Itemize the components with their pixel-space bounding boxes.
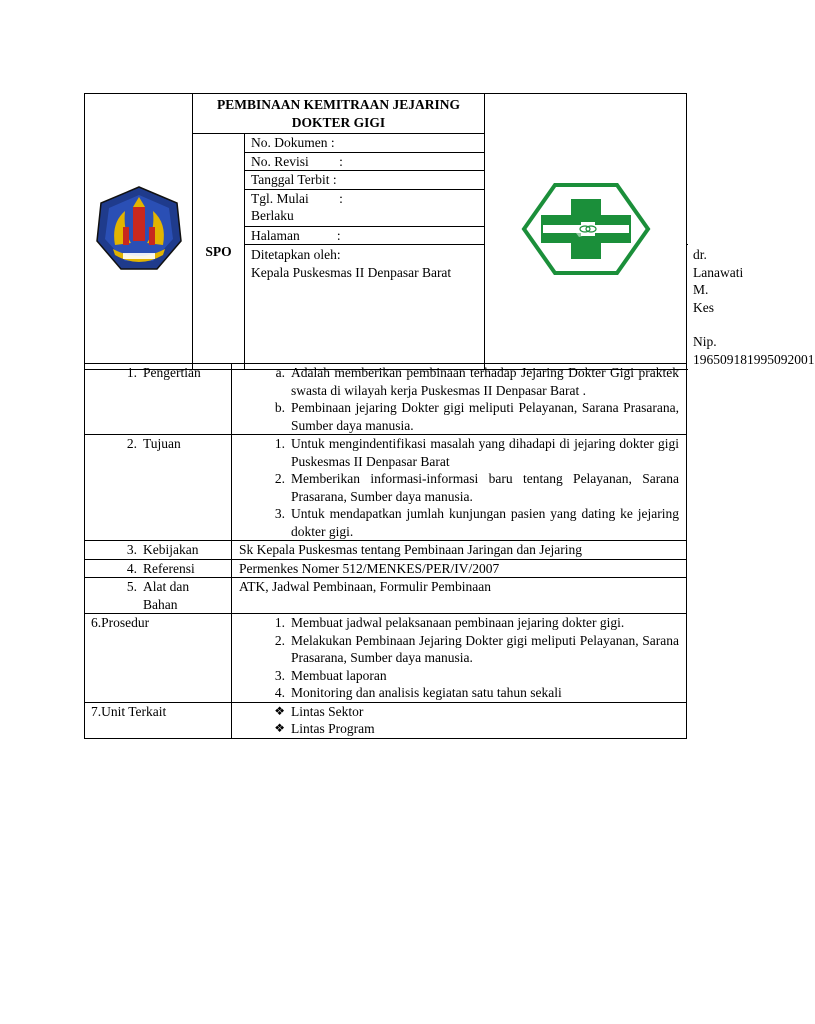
meta-no-dokumen: No. Dokumen : xyxy=(245,134,485,153)
regional-logo-cell xyxy=(85,94,193,370)
section-label: Referensi xyxy=(143,560,195,576)
section-text: ATK, Jadwal Pembinaan, Formulir Pembinaan xyxy=(239,579,491,594)
section-label-cell xyxy=(85,614,232,703)
section-number: 4. xyxy=(126,560,137,576)
section-label: 7.Unit Terkait xyxy=(91,703,167,719)
header-table: PEMBINAAN KEMITRAAN JEJARING DOKTER GIGI SPO No. Dokumen : No. Revisi : Tanggal Terbit : Tgl. Mulai : Berlaku Halaman : Ditetapkan oleh: Kepala Puskesmas II Denpasar Barat dr. Lanawati M. Kes Nip. 196509181995092001 xyxy=(84,93,687,370)
item-marker: 3. xyxy=(274,667,285,683)
diamond-bullet-icon: ❖ xyxy=(274,703,285,718)
meta-no-revisi: No. Revisi : xyxy=(245,152,485,171)
section-label: Pengertian xyxy=(143,365,201,380)
section-content-cell xyxy=(232,702,687,738)
section-label-cell xyxy=(85,702,232,738)
list-item xyxy=(239,470,679,505)
diamond-bullet-icon: ❖ xyxy=(274,721,285,735)
section-label-cell xyxy=(85,541,232,560)
section-content-cell xyxy=(232,614,687,703)
document-title: PEMBINAAN KEMITRAAN JEJARING DOKTER GIGI xyxy=(193,94,485,134)
list-item xyxy=(239,399,679,434)
list-item xyxy=(239,684,679,702)
list-item xyxy=(239,667,679,685)
item-text: Membuat laporan xyxy=(291,667,387,683)
item-marker: b. xyxy=(274,400,285,415)
section-number: 1. xyxy=(126,365,137,380)
item-text: Membuat jadwal pelaksanaan pembinaan jejaring dokter gigi. xyxy=(291,615,625,630)
item-marker: 3. xyxy=(274,506,285,521)
puskesmas-logo-cell xyxy=(485,94,687,370)
meta-tgl-mulai: Tgl. Mulai : Berlaku xyxy=(245,189,485,226)
regional-emblem-icon xyxy=(93,183,185,275)
procedure-table xyxy=(84,363,687,739)
list-item xyxy=(239,435,679,470)
item-text: Lintas Sektor xyxy=(291,703,364,719)
section-content-cell xyxy=(232,364,687,435)
section-row xyxy=(85,559,687,578)
item-marker: 1. xyxy=(274,615,285,630)
section-label: 6.Prosedur xyxy=(91,615,150,630)
item-marker: 1. xyxy=(274,436,285,451)
section-number: 2. xyxy=(126,436,137,451)
item-marker: 2. xyxy=(274,471,285,486)
item-marker: 4. xyxy=(274,685,285,700)
item-text: Monitoring dan analisis kegiatan satu tahun sekali xyxy=(291,685,562,700)
meta-tanggal-terbit: Tanggal Terbit : xyxy=(245,171,485,190)
ditetapkan-oleh: Ditetapkan oleh: Kepala Puskesmas II Denpasar Barat xyxy=(245,245,485,370)
section-content-cell xyxy=(232,435,687,541)
list-item xyxy=(239,632,679,667)
section-content-cell xyxy=(232,559,687,578)
list-item xyxy=(239,505,679,540)
section-label: Tujuan xyxy=(143,436,181,451)
section-label-cell xyxy=(85,435,232,541)
section-number: 5. xyxy=(126,579,137,594)
section-row xyxy=(85,435,687,541)
item-marker: 2. xyxy=(274,632,285,648)
item-text: Untuk mendapatkan jumlah kunjungan pasien yang dating ke jejaring dokter gigi. xyxy=(291,506,679,539)
puskesmas-cross-logo-icon xyxy=(521,181,651,277)
section-text: Sk Kepala Puskesmas tentang Pembinaan Jaringan dan Jejaring xyxy=(239,542,583,557)
section-label-cell xyxy=(85,578,232,614)
item-text: Pembinaan jejaring Dokter gigi meliputi Pelayanan, Sarana Prasarana, Sumber daya manusia. xyxy=(291,400,679,433)
item-text: Untuk mengindentifikasi masalah yang dihadapi di jejaring dokter gigi Puskesmas II Denpasar Barat xyxy=(291,436,679,469)
meta-halaman: Halaman : xyxy=(245,226,485,245)
section-label: Alat dan Bahan xyxy=(143,579,190,612)
list-item xyxy=(239,703,679,721)
list-item xyxy=(239,364,679,399)
list-item xyxy=(239,720,679,738)
spo-label: SPO xyxy=(193,134,245,370)
section-row xyxy=(85,364,687,435)
section-row xyxy=(85,614,687,703)
section-label-cell xyxy=(85,364,232,435)
section-row xyxy=(85,541,687,560)
section-text: Permenkes Nomer 512/MENKES/PER/IV/2007 xyxy=(239,560,500,576)
section-content-cell xyxy=(232,578,687,614)
section-label-cell xyxy=(85,559,232,578)
section-row xyxy=(85,702,687,738)
item-text: Memberikan informasi-informasi baru tentang Pelayanan, Sarana Prasarana, Sumber daya manusia. xyxy=(291,471,679,504)
item-text: Lintas Program xyxy=(291,721,375,736)
section-label: Kebijakan xyxy=(143,542,199,557)
item-text: Melakukan Pembinaan Jejaring Dokter gigi meliputi Pelayanan, Sarana Prasarana, Sumber daya manusia. xyxy=(291,632,679,665)
item-text: Adalah memberikan pembinaan terhadap Jejaring Dokter Gigi praktek swasta di wilayah kerja Puskesmas II Denpasar Barat . xyxy=(291,365,679,398)
section-number: 3. xyxy=(126,542,137,557)
list-item xyxy=(239,614,679,632)
section-row xyxy=(85,578,687,614)
section-content-cell xyxy=(232,541,687,560)
item-marker: a. xyxy=(275,365,285,380)
